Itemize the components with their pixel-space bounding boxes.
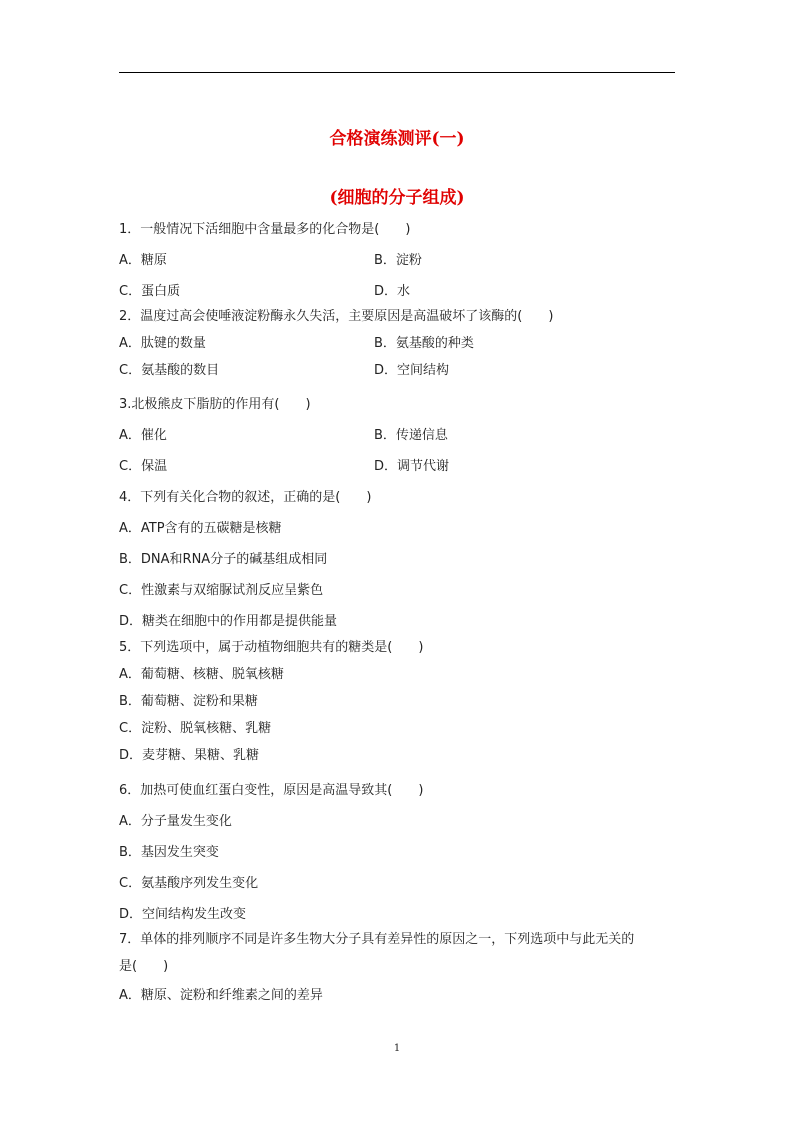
question-1-option-d: D．水 [374,284,411,299]
question-1-option-a: A．糖原 [119,253,167,268]
question-4-option-b: B．DNA和RNA分子的碱基组成相同 [119,552,328,567]
question-5-stem: 5．下列选项中，属于动植物细胞共有的糖类是( ) [119,640,424,655]
question-4-option-d: D．糖类在细胞中的作用都是提供能量 [119,614,338,629]
question-1-stem: 1．一般情况下活细胞中含量最多的化合物是( ) [119,222,411,237]
question-7-stem-line-1: 7．单体的排列顺序不同是许多生物大分子具有差异性的原因之一，下列选项中与此无关的 [119,932,635,947]
question-2-option-c: C．氨基酸的数目 [119,363,220,378]
question-3-option-a: A．催化 [119,428,167,443]
question-6-option-b: B．基因发生突变 [119,845,219,860]
question-5-option-b: B．葡萄糖、淀粉和果糖 [119,694,258,709]
question-5-option-c: C．淀粉、脱氧核糖、乳糖 [119,721,272,736]
question-5-option-a: A．葡萄糖、核糖、脱氧核糖 [119,667,284,682]
question-2-option-b: B．氨基酸的种类 [374,336,474,351]
question-6-stem: 6．加热可使血红蛋白变性，原因是高温导致其( ) [119,783,424,798]
question-2-option-d: D．空间结构 [374,363,450,378]
question-4-stem: 4．下列有关化合物的叙述，正确的是( ) [119,490,372,505]
question-3-stem: 3.北极熊皮下脂肪的作用有( ) [119,397,311,412]
page-subtitle: (细胞的分子组成) [329,188,465,208]
question-6-option-a: A．分子量发生变化 [119,814,232,829]
question-3-option-c: C．保温 [119,459,168,474]
question-6-option-d: D．空间结构发生改变 [119,907,247,922]
question-1-option-c: C．蛋白质 [119,284,181,299]
question-2-stem: 2．温度过高会使唾液淀粉酶永久失活，主要原因是高温破坏了该酶的( ) [119,309,554,324]
page-number: 1 [393,1043,401,1054]
question-6-option-c: C．氨基酸序列发生变化 [119,876,259,891]
question-1-option-b: B．淀粉 [374,253,422,268]
question-7-stem-line-2: 是( ) [119,959,169,974]
question-4-option-a: A．ATP含有的五碳糖是核糖 [119,521,282,536]
question-3-option-d: D．调节代谢 [374,459,450,474]
page-title: 合格演练测评(一) [329,129,465,149]
header-rule [119,72,675,73]
question-2-option-a: A．肽键的数量 [119,336,206,351]
question-5-option-d: D．麦芽糖、果糖、乳糖 [119,748,260,763]
question-4-option-c: C．性激素与双缩脲试剂反应呈紫色 [119,583,324,598]
question-3-option-b: B．传递信息 [374,428,448,443]
question-7-option-a: A．糖原、淀粉和纤维素之间的差异 [119,988,323,1003]
